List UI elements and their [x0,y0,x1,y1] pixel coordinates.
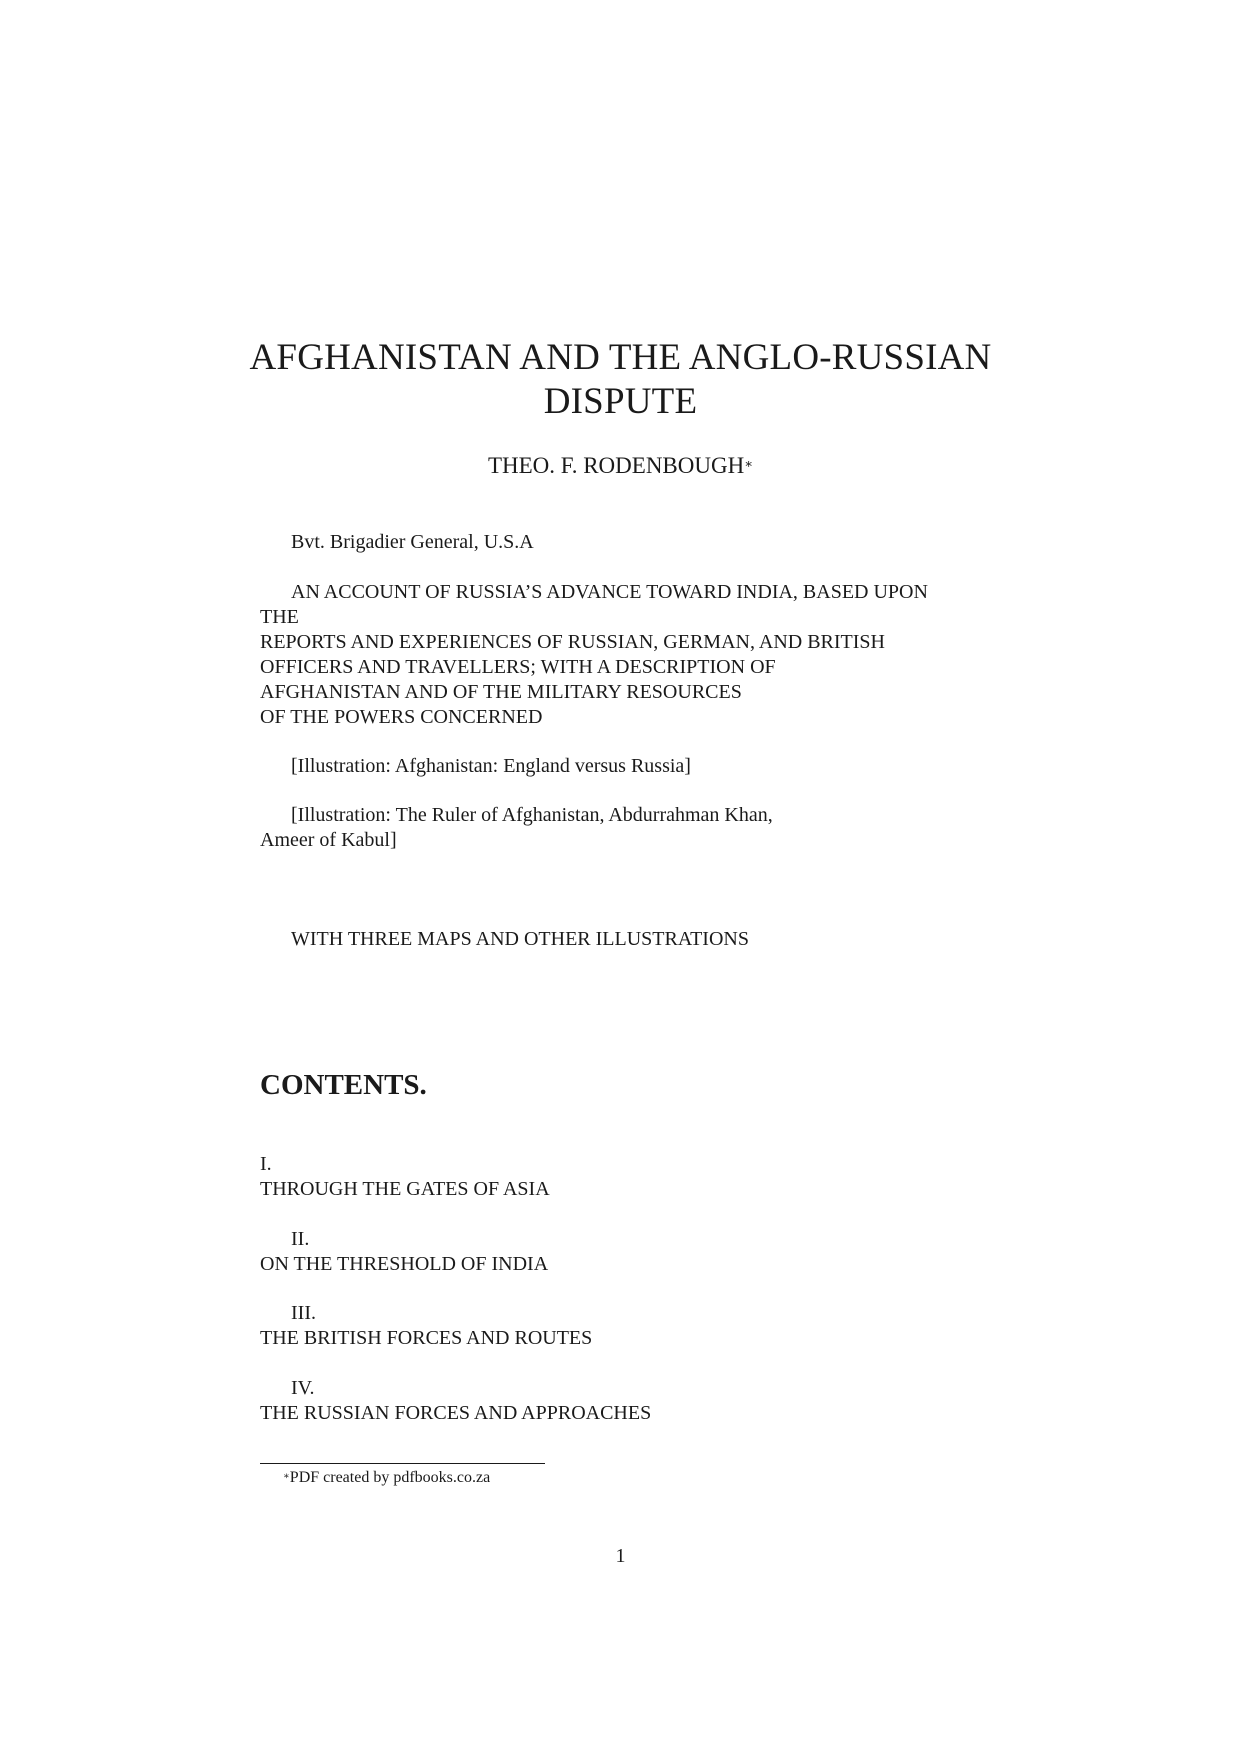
page-number: 1 [615,1545,626,1567]
author-footnote-mark: ∗ [744,456,754,471]
illustration-line: [Illustration: The Ruler of Afghanistan, Abdurrahman Khan, [291,804,773,826]
toc-entry [260,1376,1020,1426]
subtitle-line: AFGHANISTAN AND OF THE MILITARY RESOURCES [260,681,742,703]
author-rank-paragraph [260,530,1020,555]
subtitle-line: AN ACCOUNT OF RUSSIA’S ADVANCE TOWARD INDIA, BASED UPON [291,581,928,603]
toc-chapter-number: IV. [291,1377,315,1399]
toc-entry [260,1301,1020,1351]
subtitle-line: THE [260,606,299,628]
footnote-text: PDF created by pdfbooks.co.za [289,1469,491,1486]
author-line [200,452,1041,480]
toc-chapter-title: THE RUSSIAN FORCES AND APPROACHES [260,1402,652,1424]
title-text: AFGHANISTAN AND THE ANGLO-RUSSIAN DISPUTE [249,337,992,422]
illustration-line: [Illustration: Afghanistan: England versus Russia] [291,755,691,777]
toc-chapter-title: THROUGH THE GATES OF ASIA [260,1178,550,1200]
footnote-rule [260,1463,545,1464]
subtitle-paragraph [260,580,1020,730]
toc-chapter-number: I. [260,1153,272,1175]
toc-chapter-title: ON THE THRESHOLD OF INDIA [260,1253,549,1275]
toc-entry [260,1227,1020,1277]
author-name: THEO. F. RODENBOUGH [487,453,745,478]
illustration-line: Ameer of Kabul] [260,829,397,851]
footnote-mark: ∗ [283,1471,290,1482]
subtitle-line: OF THE POWERS CONCERNED [260,706,543,728]
subtitle-line: REPORTS AND EXPERIENCES OF RUSSIAN, GERMAN, AND BRITISH [260,631,885,653]
author-rank: Bvt. Brigadier General, U.S.A [291,531,534,553]
maps-note-paragraph [260,927,1020,952]
document-title [200,336,1041,424]
contents-heading: CONTENTS. [260,1069,427,1101]
toc-chapter-number: II. [291,1228,310,1250]
toc-chapter-number: III. [291,1302,316,1324]
footnote [283,1468,490,1488]
toc-chapter-title: THE BRITISH FORCES AND ROUTES [260,1327,593,1349]
subtitle-line: OFFICERS AND TRAVELLERS; WITH A DESCRIPTION OF [260,656,776,678]
illustration-caption [260,754,1020,779]
maps-note: WITH THREE MAPS AND OTHER ILLUSTRATIONS [291,928,749,950]
toc-entry [260,1152,1020,1202]
illustration-caption [260,803,1020,853]
